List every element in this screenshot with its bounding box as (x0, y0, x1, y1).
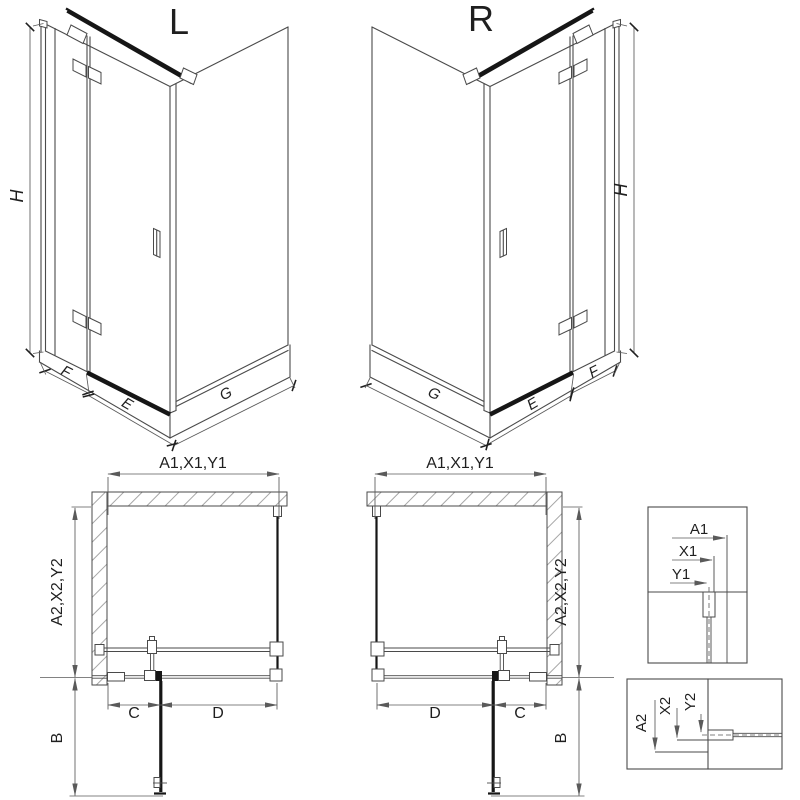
wall-top-left-plan (92, 492, 287, 506)
dim-label-doorseg-right: D (429, 705, 441, 722)
dim-label-side-right: G (424, 383, 444, 405)
dim-label-height-left: H (7, 189, 27, 203)
dim-label-doorseg-left: D (212, 705, 224, 722)
detail-box-wall-profile-top (648, 507, 747, 663)
wall-top-right-plan (367, 492, 562, 506)
dim-label-depth-left: A2,X2,Y2 (49, 558, 66, 626)
dim-label-fixed-left: F (58, 362, 74, 382)
dim-label-fixedseg-right: C (514, 705, 526, 722)
plan-view-left (40, 455, 287, 796)
detail-label-x1: X1 (678, 543, 698, 560)
iso-view-left (7, 1, 295, 446)
dim-label-fixedseg-left: C (128, 705, 140, 722)
wall-side-left-plan (92, 492, 107, 685)
dim-label-height-right: H (611, 183, 631, 197)
iso-view-right (365, 0, 634, 446)
detail-label-x2: X2 (657, 696, 674, 716)
dim-label-depth-right: A2,X2,Y2 (553, 558, 570, 626)
dim-label-width-left: A1,X1,Y1 (159, 455, 227, 472)
dim-label-side-left: G (216, 383, 236, 405)
label-model-right: R (468, 0, 494, 39)
dim-label-front-left: E (118, 394, 136, 414)
detail-label-y2: Y2 (682, 692, 699, 712)
dim-label-front-right: E (524, 394, 542, 414)
dim-label-fixed-right: F (586, 362, 602, 382)
dim-label-swing-right: B (553, 732, 570, 744)
plan-view-right (367, 455, 614, 796)
iso-left-dimensions (30, 24, 295, 446)
detail-label-a2: A2 (633, 713, 650, 733)
detail-label-a1: A1 (689, 521, 709, 538)
detail-box-wall-profile-side (627, 679, 782, 769)
label-model-left: L (168, 1, 190, 42)
detail-label-y1: Y1 (671, 566, 691, 583)
dim-label-swing-left: B (49, 732, 66, 744)
dim-label-width-right: A1,X1,Y1 (426, 455, 494, 472)
